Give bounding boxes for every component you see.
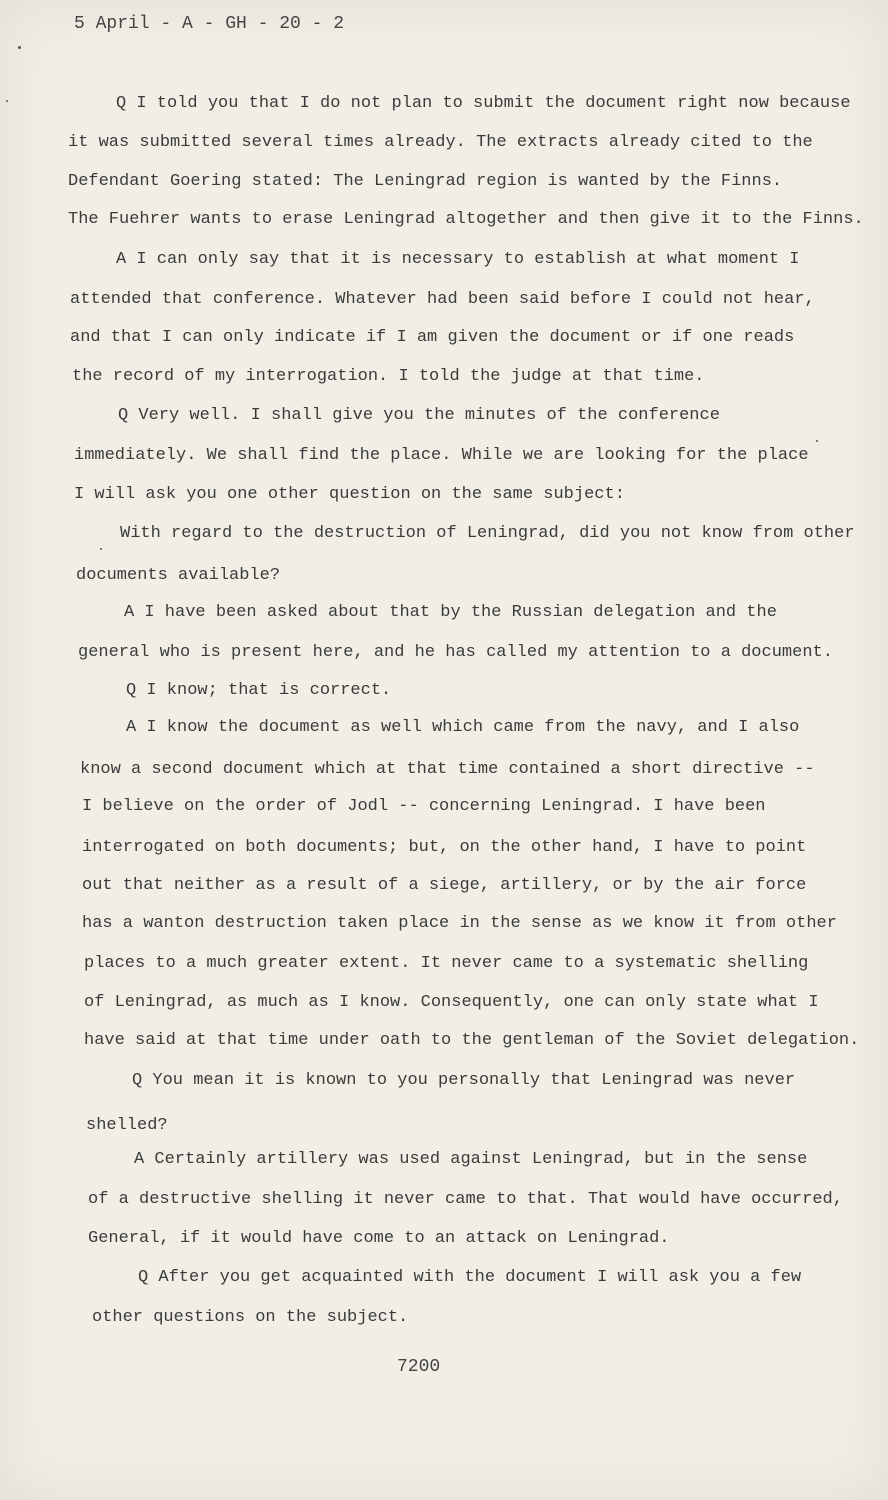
body-line: Q Very well. I shall give you the minutes of the conference: [118, 406, 720, 425]
body-line: shelled?: [86, 1116, 168, 1135]
body-line: immediately. We shall find the place. While we are looking for the place: [74, 446, 809, 465]
body-line: know a second document which at that time contained a short directive --: [80, 760, 815, 779]
body-line: Q After you get acquainted with the document I will ask you a few: [138, 1268, 802, 1287]
body-line: A I know the document as well which came from the navy, and I also: [126, 718, 800, 737]
page-number: 7200: [397, 1357, 441, 1377]
body-line: and that I can only indicate if I am given the document or if one reads: [70, 328, 795, 347]
body-line: I believe on the order of Jodl -- concerning Leningrad. I have been: [82, 797, 766, 816]
body-line: With regard to the destruction of Leningrad, did you not know from other: [120, 524, 855, 543]
body-line: A Certainly artillery was used against Leningrad, but in the sense: [134, 1150, 808, 1169]
body-line: general who is present here, and he has called my attention to a document.: [78, 643, 833, 662]
body-line: documents available?: [76, 566, 281, 585]
body-line: Q You mean it is known to you personally that Leningrad was never: [132, 1071, 796, 1090]
body-line: have said at that time under oath to the gentleman of the Soviet delegation.: [84, 1031, 860, 1050]
paper-speck: [18, 46, 21, 49]
document-reference-header: 5 April - A - GH - 20 - 2: [74, 14, 345, 34]
body-line: Defendant Goering stated: The Leningrad region is wanted by the Finns.: [68, 172, 783, 191]
body-line: Q I know; that is correct.: [126, 681, 392, 700]
body-line: the record of my interrogation. I told the judge at that time.: [72, 367, 705, 386]
body-line: The Fuehrer wants to erase Leningrad altogether and then give it to the Finns.: [68, 210, 864, 229]
body-line: attended that conference. Whatever had been said before I could not hear,: [70, 290, 815, 309]
paper-speck: [6, 100, 8, 102]
body-line: General, if it would have come to an attack on Leningrad.: [88, 1229, 670, 1248]
body-line: out that neither as a result of a siege, artillery, or by the air force: [82, 876, 807, 895]
body-line: A I have been asked about that by the Russian delegation and the: [124, 603, 777, 622]
body-line: of a destructive shelling it never came to that. That would have occurred,: [88, 1190, 843, 1209]
body-line: has a wanton destruction taken place in the sense as we know it from other: [82, 914, 837, 933]
paper-speck: [100, 548, 102, 550]
body-line: other questions on the subject.: [92, 1308, 409, 1327]
body-line: Q I told you that I do not plan to submit the document right now because: [116, 94, 851, 113]
body-line: places to a much greater extent. It never came to a systematic shelling: [84, 954, 809, 973]
body-line: of Leningrad, as much as I know. Consequently, one can only state what I: [84, 993, 819, 1012]
body-line: interrogated on both documents; but, on the other hand, I have to point: [82, 838, 807, 857]
paper-speck: [816, 440, 818, 442]
body-line: it was submitted several times already. The extracts already cited to the: [68, 133, 813, 152]
body-line: I will ask you one other question on the same subject:: [74, 485, 625, 504]
body-line: A I can only say that it is necessary to establish at what moment I: [116, 250, 800, 269]
